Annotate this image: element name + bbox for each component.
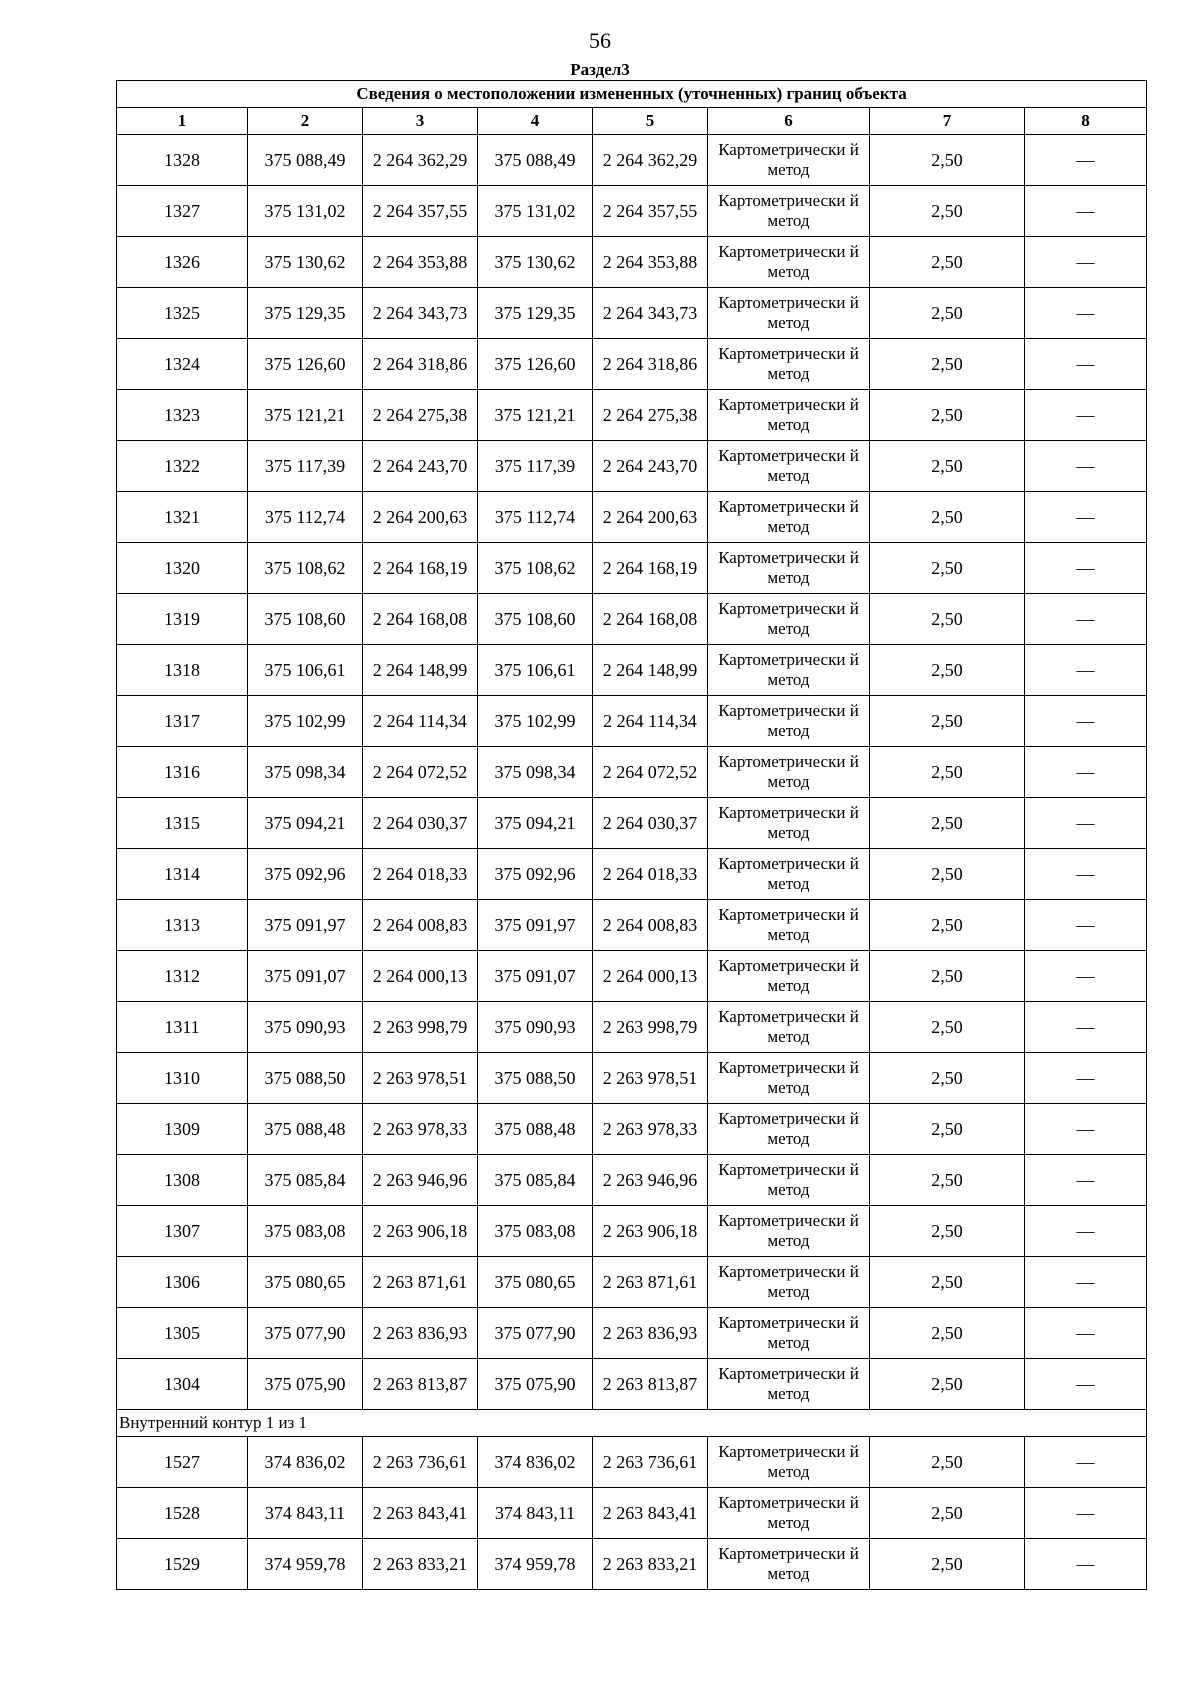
- table-cell-col-4: 374 843,11: [478, 1488, 593, 1539]
- column-header-5: 5: [593, 108, 708, 135]
- table-cell-col-5: 2 264 008,83: [593, 900, 708, 951]
- table-cell-col-6: Картометрически й метод: [708, 1206, 870, 1257]
- table-cell-col-8: —: [1025, 696, 1147, 747]
- table-cell-col-2: 375 080,65: [248, 1257, 363, 1308]
- table-cell-col-3: 2 263 998,79: [363, 1002, 478, 1053]
- table-cell-col-3: 2 263 946,96: [363, 1155, 478, 1206]
- table-cell-col-5: 2 264 318,86: [593, 339, 708, 390]
- table-cell-col-3: 2 263 833,21: [363, 1539, 478, 1590]
- table-cell-col-6: Картометрически й метод: [708, 339, 870, 390]
- table-cell-col-4: 375 131,02: [478, 186, 593, 237]
- table-cell-col-4: 375 080,65: [478, 1257, 593, 1308]
- table-cell-col-3: 2 264 243,70: [363, 441, 478, 492]
- table-cell-col-4: 375 088,50: [478, 1053, 593, 1104]
- table-cell-col-8: —: [1025, 1002, 1147, 1053]
- table-cell-col-4: 375 108,60: [478, 594, 593, 645]
- column-header-3: 3: [363, 108, 478, 135]
- table-cell-col-1: 1312: [117, 951, 248, 1002]
- table-cell-col-3: 2 264 275,38: [363, 390, 478, 441]
- table-cell-col-8: —: [1025, 543, 1147, 594]
- table-row: [117, 186, 1147, 237]
- table-cell-col-4: 375 083,08: [478, 1206, 593, 1257]
- table-cell-col-2: 375 088,49: [248, 135, 363, 186]
- table-cell-col-2: 375 112,74: [248, 492, 363, 543]
- table-cell-col-1: 1328: [117, 135, 248, 186]
- contour-body: [117, 1437, 1147, 1590]
- table-cell-col-7: 2,50: [870, 1308, 1025, 1359]
- table-cell-col-7: 2,50: [870, 1206, 1025, 1257]
- table-cell-col-1: 1318: [117, 645, 248, 696]
- table-cell-col-6: Картометрически й метод: [708, 951, 870, 1002]
- table-row: [117, 1053, 1147, 1104]
- table-cell-col-7: 2,50: [870, 1437, 1025, 1488]
- table-cell-col-2: 374 843,11: [248, 1488, 363, 1539]
- table-cell-col-4: 375 121,21: [478, 390, 593, 441]
- section-title: Раздел3: [570, 60, 630, 79]
- table-cell-col-6: Картометрически й метод: [708, 594, 870, 645]
- table-cell-col-6: Картометрически й метод: [708, 1437, 870, 1488]
- table-cell-col-2: 375 077,90: [248, 1308, 363, 1359]
- table-cell-col-8: —: [1025, 1359, 1147, 1410]
- table-row: [117, 594, 1147, 645]
- table-header-row: [117, 108, 1147, 135]
- table-cell-col-8: —: [1025, 441, 1147, 492]
- table-cell-col-2: 375 117,39: [248, 441, 363, 492]
- table-cell-col-6: Картометрически й метод: [708, 543, 870, 594]
- table-cell-col-7: 2,50: [870, 696, 1025, 747]
- table-cell-col-7: 2,50: [870, 339, 1025, 390]
- column-header-4: 4: [478, 108, 593, 135]
- table-cell-col-2: 375 094,21: [248, 798, 363, 849]
- table-cell-col-5: 2 264 148,99: [593, 645, 708, 696]
- contour-header-row: [117, 1410, 1147, 1437]
- page-number: 56: [589, 28, 611, 53]
- table-cell-col-5: 2 264 168,08: [593, 594, 708, 645]
- table-cell-col-2: 375 075,90: [248, 1359, 363, 1410]
- table-cell-col-1: 1308: [117, 1155, 248, 1206]
- table-cell-col-8: —: [1025, 1488, 1147, 1539]
- table-cell-col-5: 2 263 978,51: [593, 1053, 708, 1104]
- table-cell-col-6: Картометрически й метод: [708, 237, 870, 288]
- table-cell-col-3: 2 264 148,99: [363, 645, 478, 696]
- table-cell-col-4: 375 088,49: [478, 135, 593, 186]
- table-cell-col-5: 2 263 978,33: [593, 1104, 708, 1155]
- table-cell-col-8: —: [1025, 798, 1147, 849]
- table-cell-col-8: —: [1025, 645, 1147, 696]
- table-cell-col-6: Картометрически й метод: [708, 441, 870, 492]
- table-row: [117, 798, 1147, 849]
- table-row: [117, 237, 1147, 288]
- table-cell-col-4: 375 094,21: [478, 798, 593, 849]
- table-cell-col-7: 2,50: [870, 645, 1025, 696]
- table-cell-col-7: 2,50: [870, 1539, 1025, 1590]
- table-cell-col-2: 375 091,97: [248, 900, 363, 951]
- table-row: [117, 1308, 1147, 1359]
- table-cell-col-2: 375 131,02: [248, 186, 363, 237]
- table-cell-col-8: —: [1025, 1437, 1147, 1488]
- table-cell-col-7: 2,50: [870, 390, 1025, 441]
- table-row: [117, 492, 1147, 543]
- table-cell-col-2: 374 959,78: [248, 1539, 363, 1590]
- table-cell-col-3: 2 264 362,29: [363, 135, 478, 186]
- table-cell-col-5: 2 263 833,21: [593, 1539, 708, 1590]
- table-cell-col-5: 2 263 843,41: [593, 1488, 708, 1539]
- table-caption-row: [117, 81, 1147, 108]
- table-cell-col-6: Картометрически й метод: [708, 1257, 870, 1308]
- table-cell-col-6: Картометрически й метод: [708, 1104, 870, 1155]
- table-cell-col-2: 375 130,62: [248, 237, 363, 288]
- table-cell-col-3: 2 264 168,08: [363, 594, 478, 645]
- table-cell-col-4: 375 090,93: [478, 1002, 593, 1053]
- table-row: [117, 390, 1147, 441]
- table-cell-col-6: Картометрически й метод: [708, 900, 870, 951]
- table-cell-col-7: 2,50: [870, 288, 1025, 339]
- table-row: [117, 1104, 1147, 1155]
- table-cell-col-5: 2 264 243,70: [593, 441, 708, 492]
- table-cell-col-5: 2 264 362,29: [593, 135, 708, 186]
- table-cell-col-6: Картометрически й метод: [708, 390, 870, 441]
- table-cell-col-4: 375 092,96: [478, 849, 593, 900]
- table-cell-col-8: —: [1025, 288, 1147, 339]
- table-cell-col-2: 375 106,61: [248, 645, 363, 696]
- table-cell-col-7: 2,50: [870, 849, 1025, 900]
- table-cell-col-2: 375 126,60: [248, 339, 363, 390]
- table-cell-col-5: 2 263 906,18: [593, 1206, 708, 1257]
- table-cell-col-2: 375 098,34: [248, 747, 363, 798]
- table-cell-col-6: Картометрически й метод: [708, 1488, 870, 1539]
- table-row: [117, 1359, 1147, 1410]
- table-row: [117, 1257, 1147, 1308]
- table-cell-col-1: 1528: [117, 1488, 248, 1539]
- column-header-8: 8: [1025, 108, 1147, 135]
- table-cell-col-3: 2 263 978,33: [363, 1104, 478, 1155]
- table-cell-col-3: 2 264 072,52: [363, 747, 478, 798]
- table-row: [117, 1488, 1147, 1539]
- table-cell-col-8: —: [1025, 1206, 1147, 1257]
- table-cell-col-4: 375 130,62: [478, 237, 593, 288]
- table-cell-col-7: 2,50: [870, 186, 1025, 237]
- table-cell-col-5: 2 264 030,37: [593, 798, 708, 849]
- table-cell-col-1: 1317: [117, 696, 248, 747]
- table-cell-col-8: —: [1025, 849, 1147, 900]
- table-cell-col-6: Картометрически й метод: [708, 186, 870, 237]
- table-cell-col-6: Картометрически й метод: [708, 849, 870, 900]
- table-cell-col-6: Картометрически й метод: [708, 1539, 870, 1590]
- table-cell-col-1: 1527: [117, 1437, 248, 1488]
- table-row: [117, 900, 1147, 951]
- table-row: [117, 1155, 1147, 1206]
- table-cell-col-2: 375 129,35: [248, 288, 363, 339]
- table-cell-col-2: 375 088,50: [248, 1053, 363, 1104]
- table-cell-col-1: 1305: [117, 1308, 248, 1359]
- table-cell-col-7: 2,50: [870, 1359, 1025, 1410]
- table-cell-col-5: 2 264 114,34: [593, 696, 708, 747]
- table-cell-col-6: Картометрически й метод: [708, 135, 870, 186]
- table-cell-col-5: 2 264 168,19: [593, 543, 708, 594]
- table-cell-col-1: 1326: [117, 237, 248, 288]
- table-cell-col-2: 375 102,99: [248, 696, 363, 747]
- table-cell-col-4: 375 098,34: [478, 747, 593, 798]
- table-cell-col-3: 2 264 357,55: [363, 186, 478, 237]
- table-cell-col-3: 2 264 168,19: [363, 543, 478, 594]
- table-cell-col-7: 2,50: [870, 1155, 1025, 1206]
- table-cell-col-4: 375 091,07: [478, 951, 593, 1002]
- table-cell-col-5: 2 263 813,87: [593, 1359, 708, 1410]
- table-cell-col-6: Картометрически й метод: [708, 1308, 870, 1359]
- table-cell-col-5: 2 264 018,33: [593, 849, 708, 900]
- table-cell-col-1: 1319: [117, 594, 248, 645]
- table-cell-col-8: —: [1025, 492, 1147, 543]
- column-header-6: 6: [708, 108, 870, 135]
- table-row: [117, 135, 1147, 186]
- table-cell-col-8: —: [1025, 135, 1147, 186]
- table-cell-col-2: 375 090,93: [248, 1002, 363, 1053]
- table-row: [117, 1206, 1147, 1257]
- table-row: [117, 288, 1147, 339]
- table-cell-col-1: 1307: [117, 1206, 248, 1257]
- table-cell-col-8: —: [1025, 594, 1147, 645]
- coordinates-table: [116, 80, 1147, 1590]
- table-cell-col-6: Картометрически й метод: [708, 1002, 870, 1053]
- table-cell-col-4: 375 129,35: [478, 288, 593, 339]
- table-cell-col-8: —: [1025, 1155, 1147, 1206]
- table-cell-col-4: 375 112,74: [478, 492, 593, 543]
- table-cell-col-7: 2,50: [870, 747, 1025, 798]
- table-cell-col-6: Картометрически й метод: [708, 798, 870, 849]
- table-cell-col-4: 375 088,48: [478, 1104, 593, 1155]
- table-cell-col-6: Картометрически й метод: [708, 747, 870, 798]
- table-cell-col-7: 2,50: [870, 1002, 1025, 1053]
- table-cell-col-3: 2 264 008,83: [363, 900, 478, 951]
- table-cell-col-7: 2,50: [870, 798, 1025, 849]
- table-cell-col-5: 2 263 736,61: [593, 1437, 708, 1488]
- table-cell-col-7: 2,50: [870, 900, 1025, 951]
- table-row: [117, 1002, 1147, 1053]
- table-cell-col-1: 1320: [117, 543, 248, 594]
- table-cell-col-3: 2 264 353,88: [363, 237, 478, 288]
- table-cell-col-8: —: [1025, 951, 1147, 1002]
- table-cell-col-8: —: [1025, 186, 1147, 237]
- table-cell-col-3: 2 264 318,86: [363, 339, 478, 390]
- table-cell-col-2: 375 085,84: [248, 1155, 363, 1206]
- table-cell-col-1: 1529: [117, 1539, 248, 1590]
- table-cell-col-7: 2,50: [870, 237, 1025, 288]
- table-cell-col-6: Картометрически й метод: [708, 645, 870, 696]
- table-cell-col-1: 1315: [117, 798, 248, 849]
- table-row: [117, 951, 1147, 1002]
- table-cell-col-7: 2,50: [870, 543, 1025, 594]
- table-cell-col-6: Картометрически й метод: [708, 1359, 870, 1410]
- table-cell-col-5: 2 264 353,88: [593, 237, 708, 288]
- table-cell-col-8: —: [1025, 339, 1147, 390]
- table-cell-col-3: 2 263 978,51: [363, 1053, 478, 1104]
- table-cell-col-8: —: [1025, 237, 1147, 288]
- table-cell-col-8: —: [1025, 1539, 1147, 1590]
- table-cell-col-5: 2 263 998,79: [593, 1002, 708, 1053]
- table-cell-col-8: —: [1025, 1308, 1147, 1359]
- table-cell-col-1: 1309: [117, 1104, 248, 1155]
- column-header-7: 7: [870, 108, 1025, 135]
- table-cell-col-6: Картометрически й метод: [708, 696, 870, 747]
- table-row: [117, 339, 1147, 390]
- table-cell-col-7: 2,50: [870, 492, 1025, 543]
- table-cell-col-3: 2 264 114,34: [363, 696, 478, 747]
- table-row: [117, 1437, 1147, 1488]
- table-cell-col-1: 1306: [117, 1257, 248, 1308]
- table-row: [117, 543, 1147, 594]
- table-row: [117, 849, 1147, 900]
- table-cell-col-1: 1316: [117, 747, 248, 798]
- table-row: [117, 441, 1147, 492]
- contour-label: Внутренний контур 1 из 1: [117, 1410, 1147, 1437]
- table-cell-col-1: 1327: [117, 186, 248, 237]
- table-cell-col-3: 2 264 200,63: [363, 492, 478, 543]
- table-cell-col-7: 2,50: [870, 1053, 1025, 1104]
- table-cell-col-5: 2 264 000,13: [593, 951, 708, 1002]
- table-cell-col-3: 2 263 906,18: [363, 1206, 478, 1257]
- table-cell-col-2: 374 836,02: [248, 1437, 363, 1488]
- table-cell-col-2: 375 091,07: [248, 951, 363, 1002]
- table-cell-col-5: 2 263 871,61: [593, 1257, 708, 1308]
- table-cell-col-1: 1310: [117, 1053, 248, 1104]
- table-cell-col-4: 374 959,78: [478, 1539, 593, 1590]
- table-cell-col-1: 1325: [117, 288, 248, 339]
- table-cell-col-6: Картометрически й метод: [708, 288, 870, 339]
- table-cell-col-3: 2 264 018,33: [363, 849, 478, 900]
- table-cell-col-4: 375 075,90: [478, 1359, 593, 1410]
- table-cell-col-1: 1311: [117, 1002, 248, 1053]
- column-header-1: 1: [117, 108, 248, 135]
- table-cell-col-3: 2 264 343,73: [363, 288, 478, 339]
- table-cell-col-5: 2 264 357,55: [593, 186, 708, 237]
- table-row: [117, 696, 1147, 747]
- table-cell-col-6: Картометрически й метод: [708, 1155, 870, 1206]
- table-row: [117, 645, 1147, 696]
- table-cell-col-4: 375 108,62: [478, 543, 593, 594]
- table-cell-col-2: 375 108,60: [248, 594, 363, 645]
- table-cell-col-8: —: [1025, 1257, 1147, 1308]
- table-cell-col-1: 1313: [117, 900, 248, 951]
- table-cell-col-3: 2 263 813,87: [363, 1359, 478, 1410]
- table-cell-col-4: 375 077,90: [478, 1308, 593, 1359]
- column-header-2: 2: [248, 108, 363, 135]
- table-cell-col-7: 2,50: [870, 135, 1025, 186]
- table-cell-col-7: 2,50: [870, 594, 1025, 645]
- table-cell-col-5: 2 263 836,93: [593, 1308, 708, 1359]
- table-cell-col-4: 375 117,39: [478, 441, 593, 492]
- table-cell-col-1: 1304: [117, 1359, 248, 1410]
- table-cell-col-2: 375 088,48: [248, 1104, 363, 1155]
- table-cell-col-5: 2 264 343,73: [593, 288, 708, 339]
- table-cell-col-1: 1322: [117, 441, 248, 492]
- table-cell-col-5: 2 263 946,96: [593, 1155, 708, 1206]
- table-cell-col-1: 1321: [117, 492, 248, 543]
- table-cell-col-4: 375 085,84: [478, 1155, 593, 1206]
- table-cell-col-6: Картометрически й метод: [708, 492, 870, 543]
- table-cell-col-5: 2 264 275,38: [593, 390, 708, 441]
- table-cell-col-3: 2 264 030,37: [363, 798, 478, 849]
- table-cell-col-7: 2,50: [870, 441, 1025, 492]
- table-body: [117, 135, 1147, 1410]
- table-cell-col-1: 1324: [117, 339, 248, 390]
- table-cell-col-2: 375 121,21: [248, 390, 363, 441]
- table-cell-col-5: 2 264 072,52: [593, 747, 708, 798]
- table-cell-col-6: Картометрически й метод: [708, 1053, 870, 1104]
- table-cell-col-4: 375 126,60: [478, 339, 593, 390]
- table-cell-col-3: 2 263 836,93: [363, 1308, 478, 1359]
- table-row: [117, 1539, 1147, 1590]
- table-cell-col-2: 375 083,08: [248, 1206, 363, 1257]
- table-cell-col-4: 375 102,99: [478, 696, 593, 747]
- table-cell-col-4: 375 091,97: [478, 900, 593, 951]
- table-cell-col-7: 2,50: [870, 1104, 1025, 1155]
- table-cell-col-8: —: [1025, 390, 1147, 441]
- table-cell-col-5: 2 264 200,63: [593, 492, 708, 543]
- table-cell-col-4: 374 836,02: [478, 1437, 593, 1488]
- table-cell-col-3: 2 263 871,61: [363, 1257, 478, 1308]
- table-cell-col-3: 2 263 843,41: [363, 1488, 478, 1539]
- table-cell-col-8: —: [1025, 1053, 1147, 1104]
- table-cell-col-8: —: [1025, 1104, 1147, 1155]
- table-cell-col-7: 2,50: [870, 1488, 1025, 1539]
- table-cell-col-8: —: [1025, 747, 1147, 798]
- table-cell-col-2: 375 092,96: [248, 849, 363, 900]
- table-cell-col-1: 1314: [117, 849, 248, 900]
- table-cell-col-3: 2 263 736,61: [363, 1437, 478, 1488]
- table-cell-col-3: 2 264 000,13: [363, 951, 478, 1002]
- table-cell-col-2: 375 108,62: [248, 543, 363, 594]
- table-cell-col-8: —: [1025, 900, 1147, 951]
- table-row: [117, 747, 1147, 798]
- table-cell-col-7: 2,50: [870, 951, 1025, 1002]
- table-cell-col-7: 2,50: [870, 1257, 1025, 1308]
- table-caption: Сведения о местоположении измененных (уточненных) границ объекта: [117, 81, 1147, 108]
- table-cell-col-1: 1323: [117, 390, 248, 441]
- table-cell-col-4: 375 106,61: [478, 645, 593, 696]
